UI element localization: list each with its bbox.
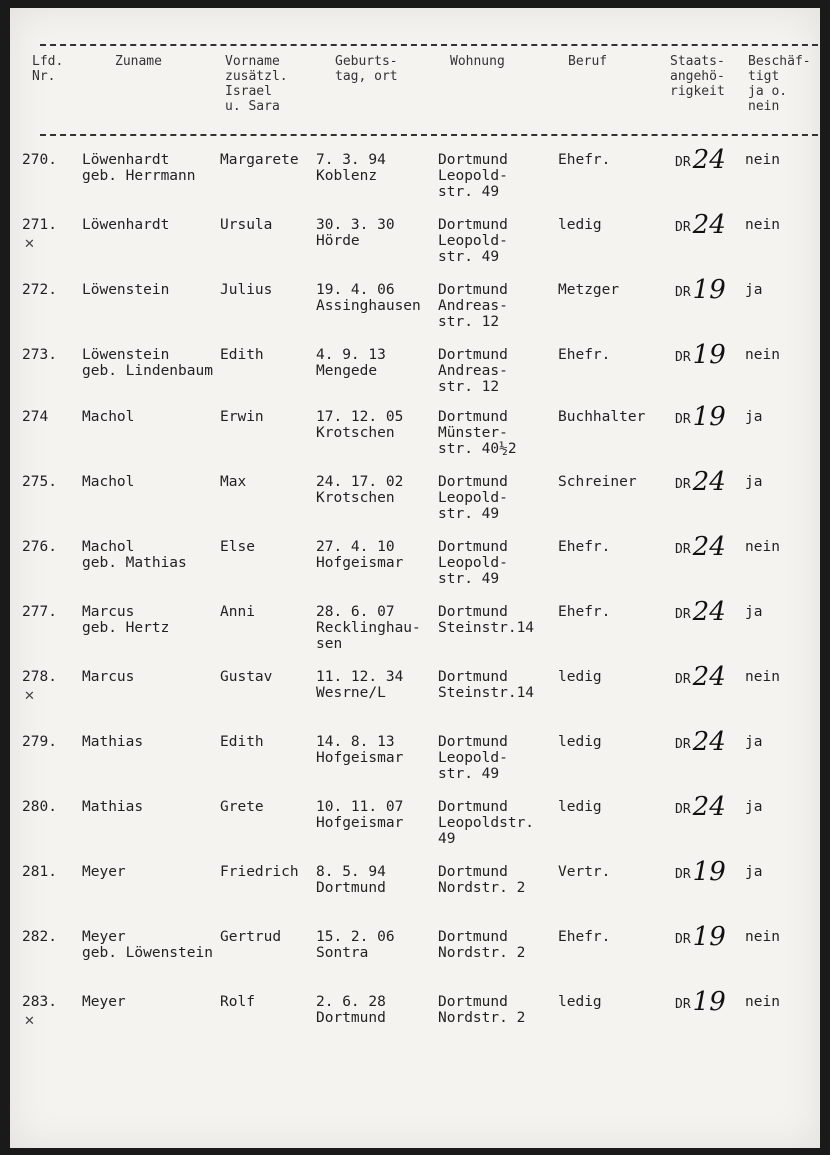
header-nr: Lfd. Nr.	[32, 54, 64, 84]
residence: Dortmund Andreas- str. 12	[438, 282, 508, 330]
row-number: 271.	[22, 217, 57, 233]
surname: Meyer	[82, 994, 126, 1010]
citizenship	[675, 792, 728, 822]
occupation: ledig	[558, 994, 602, 1010]
header-state: Staats- angehö- rigkeit	[670, 54, 725, 99]
row-number: 280.	[22, 799, 57, 815]
residence: Dortmund Steinstr.14	[438, 669, 535, 701]
employed-status: ja	[745, 604, 763, 620]
handwritten-number: 24	[692, 727, 726, 757]
citizenship	[675, 987, 728, 1017]
occupation: ledig	[558, 799, 602, 815]
firstname: Gertrud	[220, 929, 282, 945]
firstname: Grete	[220, 799, 264, 815]
row-number: 270.	[22, 152, 57, 168]
surname: Löwenstein	[82, 282, 170, 298]
employed-status: nein	[745, 347, 780, 363]
occupation: Ehefr.	[558, 604, 611, 620]
residence: Dortmund Leopoldstr. 49	[438, 799, 535, 847]
row-number: 274	[22, 409, 49, 425]
cross-mark: ✕	[24, 689, 35, 704]
citizenship	[675, 210, 728, 240]
employed-status: ja	[745, 734, 763, 750]
firstname: Else	[220, 539, 255, 555]
row-number: 278.	[22, 669, 57, 685]
surname: Mathias	[82, 734, 144, 750]
occupation: Ehefr.	[558, 539, 611, 555]
employed-status: nein	[745, 539, 780, 555]
handwritten-number: 19	[692, 402, 726, 432]
occupation: Ehefr.	[558, 929, 611, 945]
surname: Löwenhardt geb. Herrmann	[82, 152, 196, 184]
residence: Dortmund Steinstr.14	[438, 604, 535, 636]
birth-date-place: 11. 12. 34 Wesrne/L	[316, 669, 404, 701]
surname: Machol geb. Mathias	[82, 539, 187, 571]
occupation: Ehefr.	[558, 347, 611, 363]
citizenship	[675, 597, 728, 627]
table-row	[10, 340, 820, 407]
occupation: Vertr.	[558, 864, 611, 880]
header-surname: Zuname	[115, 54, 162, 69]
header-rule	[40, 134, 820, 136]
firstname: Friedrich	[220, 864, 299, 880]
header-home: Wohnung	[450, 54, 505, 69]
employed-status: nein	[745, 994, 780, 1010]
row-number: 272.	[22, 282, 57, 298]
citizenship	[675, 145, 728, 175]
employed-status: nein	[745, 929, 780, 945]
handwritten-number: 19	[692, 922, 726, 952]
residence: Dortmund Leopold- str. 49	[438, 152, 508, 200]
occupation: ledig	[558, 217, 602, 233]
birth-date-place: 19. 4. 06 Assinghausen	[316, 282, 421, 314]
citizenship	[675, 727, 728, 757]
employed-status: ja	[745, 799, 763, 815]
residence: Dortmund Leopold- str. 49	[438, 539, 508, 587]
table-row	[10, 275, 820, 342]
handwritten-number: 24	[692, 662, 726, 692]
citizenship-code: DR	[675, 542, 691, 557]
citizenship-code: DR	[675, 155, 691, 170]
employed-status: ja	[745, 864, 763, 880]
employed-status: nein	[745, 217, 780, 233]
employed-status: ja	[745, 474, 763, 490]
firstname: Anni	[220, 604, 255, 620]
occupation: Metzger	[558, 282, 620, 298]
firstname: Rolf	[220, 994, 255, 1010]
birth-date-place: 4. 9. 13 Mengede	[316, 347, 386, 379]
handwritten-number: 24	[692, 597, 726, 627]
row-number: 276.	[22, 539, 57, 555]
birth-date-place: 24. 17. 02 Krotschen	[316, 474, 404, 506]
citizenship	[675, 662, 728, 692]
employed-status: ja	[745, 409, 763, 425]
citizenship	[675, 340, 728, 370]
occupation: Ehefr.	[558, 152, 611, 168]
surname: Machol	[82, 474, 135, 490]
residence: Dortmund Nordstr. 2	[438, 994, 526, 1026]
birth-date-place: 8. 5. 94 Dortmund	[316, 864, 386, 896]
cross-mark: ✕	[24, 1014, 35, 1029]
employed-status: ja	[745, 282, 763, 298]
handwritten-number: 19	[692, 987, 726, 1017]
table-row	[10, 792, 820, 859]
header-firstname: Vorname zusätzl. Israel u. Sara	[225, 54, 288, 114]
handwritten-number: 24	[692, 792, 726, 822]
surname: Marcus geb. Hertz	[82, 604, 170, 636]
birth-date-place: 30. 3. 30 Hörde	[316, 217, 395, 249]
handwritten-number: 24	[692, 210, 726, 240]
header-birth: Geburts- tag, ort	[335, 54, 398, 84]
occupation: ledig	[558, 734, 602, 750]
row-number: 273.	[22, 347, 57, 363]
citizenship-code: DR	[675, 477, 691, 492]
table-row	[10, 857, 820, 924]
employed-status: nein	[745, 669, 780, 685]
table-row	[10, 532, 820, 599]
handwritten-number: 24	[692, 467, 726, 497]
table-row	[10, 402, 820, 469]
surname: Meyer geb. Löwenstein	[82, 929, 213, 961]
table-row	[10, 597, 820, 664]
citizenship-code: DR	[675, 220, 691, 235]
birth-date-place: 15. 2. 06 Sontra	[316, 929, 395, 961]
table-row	[10, 145, 820, 212]
citizenship-code: DR	[675, 672, 691, 687]
surname: Machol	[82, 409, 135, 425]
row-number: 277.	[22, 604, 57, 620]
citizenship-code: DR	[675, 285, 691, 300]
birth-date-place: 7. 3. 94 Koblenz	[316, 152, 386, 184]
firstname: Margarete	[220, 152, 299, 168]
table-row	[10, 467, 820, 534]
residence: Dortmund Münster- str. 40½2	[438, 409, 517, 457]
table-row	[10, 662, 820, 729]
table-row	[10, 727, 820, 794]
surname: Meyer	[82, 864, 126, 880]
row-number: 282.	[22, 929, 57, 945]
firstname: Edith	[220, 734, 264, 750]
birth-date-place: 27. 4. 10 Hofgeismar	[316, 539, 404, 571]
table-row	[10, 210, 820, 277]
residence: Dortmund Nordstr. 2	[438, 864, 526, 896]
handwritten-number: 19	[692, 857, 726, 887]
surname: Mathias	[82, 799, 144, 815]
citizenship	[675, 275, 728, 305]
residence: Dortmund Nordstr. 2	[438, 929, 526, 961]
row-number: 281.	[22, 864, 57, 880]
citizenship	[675, 402, 728, 432]
document-page	[10, 8, 820, 1148]
citizenship-code: DR	[675, 607, 691, 622]
row-number: 275.	[22, 474, 57, 490]
row-number: 279.	[22, 734, 57, 750]
firstname: Erwin	[220, 409, 264, 425]
employed-status: nein	[745, 152, 780, 168]
top-rule	[40, 44, 820, 46]
surname: Löwenstein geb. Lindenbaum	[82, 347, 213, 379]
table-row	[10, 922, 820, 989]
surname: Marcus	[82, 669, 135, 685]
citizenship-code: DR	[675, 802, 691, 817]
handwritten-number: 19	[692, 275, 726, 305]
birth-date-place: 17. 12. 05 Krotschen	[316, 409, 404, 441]
birth-date-place: 10. 11. 07 Hofgeismar	[316, 799, 404, 831]
surname: Löwenhardt	[82, 217, 170, 233]
header-job: Beruf	[568, 54, 608, 69]
row-number: 283.	[22, 994, 57, 1010]
citizenship	[675, 857, 728, 887]
firstname: Edith	[220, 347, 264, 363]
citizenship	[675, 467, 728, 497]
citizenship-code: DR	[675, 997, 691, 1012]
birth-date-place: 28. 6. 07 Recklinghau- sen	[316, 604, 421, 652]
residence: Dortmund Leopold- str. 49	[438, 734, 508, 782]
citizenship	[675, 532, 728, 562]
firstname: Gustav	[220, 669, 273, 685]
table-row	[10, 987, 820, 1054]
occupation: Schreiner	[558, 474, 637, 490]
header-employed: Beschäf- tigt ja o. nein	[748, 54, 811, 114]
citizenship-code: DR	[675, 737, 691, 752]
residence: Dortmund Leopold- str. 49	[438, 474, 508, 522]
handwritten-number: 24	[692, 532, 726, 562]
citizenship-code: DR	[675, 867, 691, 882]
occupation: Buchhalter	[558, 409, 646, 425]
citizenship-code: DR	[675, 350, 691, 365]
birth-date-place: 14. 8. 13 Hofgeismar	[316, 734, 404, 766]
occupation: ledig	[558, 669, 602, 685]
handwritten-number: 19	[692, 340, 726, 370]
firstname: Julius	[220, 282, 273, 298]
residence: Dortmund Andreas- str. 12	[438, 347, 508, 395]
birth-date-place: 2. 6. 28 Dortmund	[316, 994, 386, 1026]
cross-mark: ✕	[24, 237, 35, 252]
citizenship-code: DR	[675, 412, 691, 427]
citizenship	[675, 922, 728, 952]
citizenship-code: DR	[675, 932, 691, 947]
firstname: Ursula	[220, 217, 273, 233]
residence: Dortmund Leopold- str. 49	[438, 217, 508, 265]
handwritten-number: 24	[692, 145, 726, 175]
firstname: Max	[220, 474, 247, 490]
